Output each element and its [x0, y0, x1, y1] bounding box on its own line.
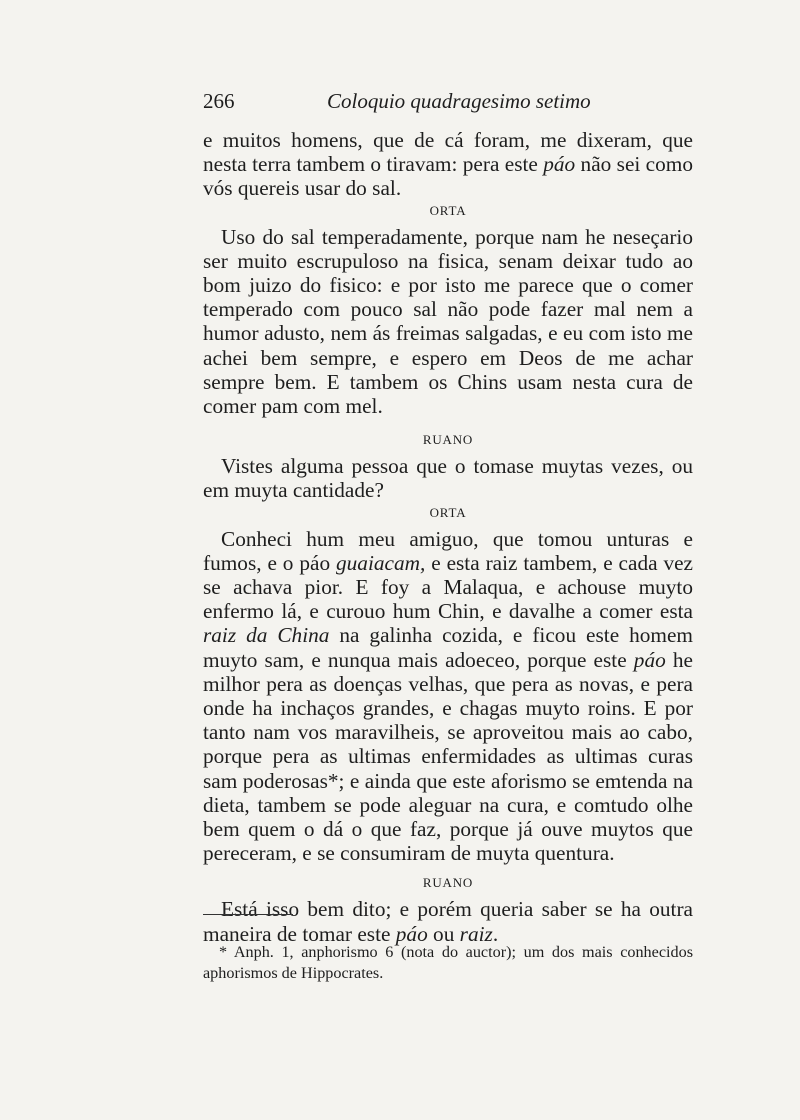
emphasis-raiz-da-china: raiz da China — [203, 623, 330, 648]
speaker-label: RUANO — [422, 875, 474, 891]
paragraph-3: Vistes alguma pessoa que o tomase muytas vezes, ou em muyta cantidade? — [203, 454, 693, 503]
footnote — [203, 942, 693, 984]
page-number: 266 — [203, 89, 235, 113]
emphasis-pao: páo — [395, 921, 428, 946]
speaker-label: RUANO — [422, 432, 474, 448]
footnote-rule — [203, 914, 293, 915]
speaker-label: ORTA — [429, 504, 467, 520]
running-title: Coloquio quadragesimo setimo — [327, 89, 591, 113]
emphasis-guaiacam: guaiacam, — [336, 550, 426, 575]
emphasis-pao: páo — [633, 647, 666, 672]
emphasis-raiz: raiz — [459, 921, 493, 946]
body-text — [203, 128, 693, 946]
footnote-text: Anph. 1, anphorismo 6 (nota do auctor); um dos mais conhecidos aphorismos de Hippocrates. — [203, 943, 694, 982]
paragraph-4: Conheci hum meu amiguo, que tomou unturas e fumos, e o páo guaiacam, e esta raiz tambem, e cada vez se achava pior. E foy a Malaqua, e achouse muyto enfermo lá, e curouo hum Chin, e davalhe a comer esta raiz da China na galinha cozida, e ficou este homem muyto sam, e nunqua mais adoeceo, porque este páo he milhor pera as doenças velhas, que pera as novas, e pera onde ha inchaços grandes, e chagas muyto roins. E por tanto nam vos maravilheis, se aproveitou mais ao cabo, porque pera as ultimas enfermidades as ultimas curas sam poderosas*; e ainda que este aforismo se emtenda na dieta, tambem se pode aleguar na cura, e comtudo olhe bem quem o dá o que faz, porque já ouve muytos que pereceram, e se consumiram de muyta quentura. — [203, 526, 693, 866]
paragraph-5: Está isso bem dito; e porém queria saber se ha outra maneira de tomar este páo ou raiz. — [203, 897, 693, 946]
paragraph-2: Uso do sal temperadamente, porque nam he neseçario ser muito escrupuloso na fisica, senam deixar tudo ao bom juizo do fisico: e por isto me parece que o comer temperado com pouco sal não pode fazer mal nem a humor adusto, nem ás freimas salgadas, e eu com isto me achei bem sempre, e espero em Deos de me achar sempre bem. E tambem os Chins usam nesta cura de comer pam com mel. — [203, 224, 693, 419]
paragraph-1: e muitos homens, que de cá foram, me dixeram, que nesta terra tambem o tiravam: pera este páo não sei como vós quereis usar do sal. — [203, 128, 693, 201]
footnote-mark: * — [219, 943, 228, 961]
emphasis-pao: páo — [543, 152, 576, 177]
speaker-label: ORTA — [429, 202, 467, 218]
